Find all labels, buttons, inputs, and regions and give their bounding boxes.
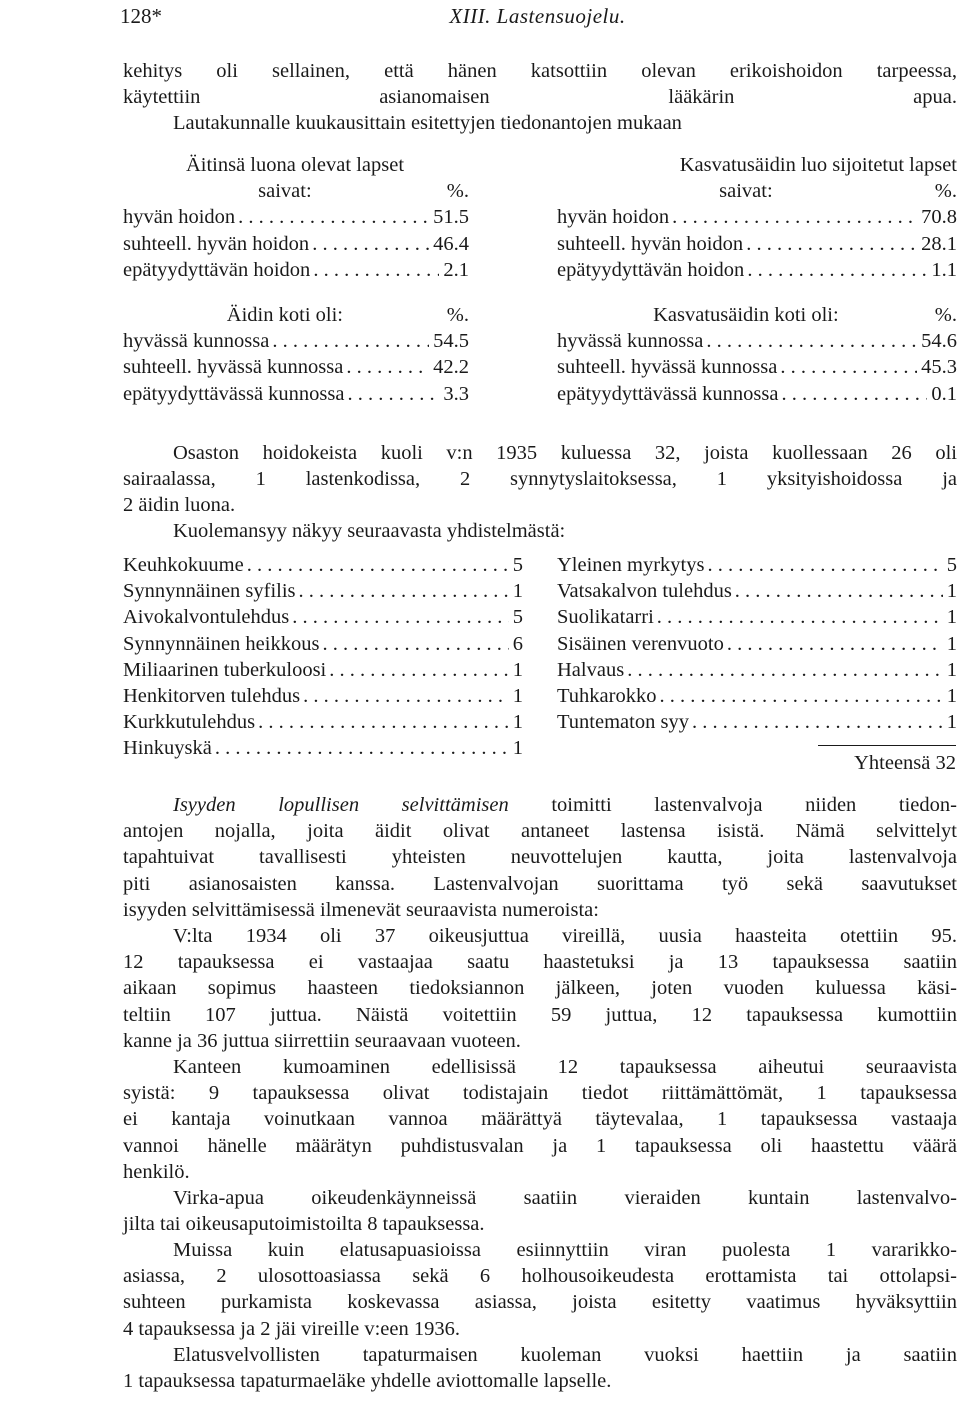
- page-number: 128*: [120, 4, 162, 28]
- mother-block-title: Äitinsä luona olevat lapset: [185, 154, 405, 176]
- table-row: hyvän hoidon . . . 70.8: [557, 204, 957, 230]
- list-item: Yleinen myrkytys . . . 5: [557, 552, 957, 578]
- mother-care-table: [123, 152, 469, 407]
- list-item: Hinkuyskä . . . 1: [123, 735, 523, 761]
- table-row: hyvässä kunnossa . . . 54.6: [557, 328, 957, 354]
- causes-right-list: [557, 552, 957, 735]
- mother-home-unit: %.: [446, 303, 469, 326]
- list-item: Suolikatarri . . . 1: [557, 604, 957, 630]
- list-item: Synnynnäinen syfilis . . . 1: [123, 578, 523, 604]
- list-item: Keuhkokuume . . . 5: [123, 552, 523, 578]
- list-item: Sisäinen verenvuoto . . . 1: [557, 631, 957, 657]
- other-cases-paragraph: Muissa kuin elatusapuasioissa esiinnyttiin viran puolesta 1 vararikko- asiassa, 2 ulosottoasiassa sekä 6 holhousoikeudesta erottamista tai ottolapsi- suhteen purkamista koskevassa asiassa, joista esitetty vaatimus hyväksyttiin 4 tapauksessa ja 2 jäi vireille v:een 1936.: [123, 1239, 957, 1340]
- table-row: epätyydyttävän hoidon . . . 2.1: [123, 257, 469, 283]
- italic-lead: Isyyden lopullisen selvittämisen: [173, 794, 509, 816]
- causes-intro: Kuolemansyy näkyy seuraavasta yhdistelmästä:: [173, 520, 566, 542]
- paternity-paragraph: Isyyden lopullisen selvittämisen toimitti lastenvalvoja niiden tiedon- antojen nojalla, joita äidit olivat antaneet lastensa isistä. Nämä selvittelyt tapahtuivat tavallisesti yhteisten neuvottelujen kautta, joita lastenvalvoja piti asianosaisten kanssa. Lastenvalvojan suorittama työ sekä saavutukset isyyden selvittämisessä ilmenevät seuraavista numeroista:: [123, 794, 957, 921]
- list-item: Synnynnäinen heikkous . . . 6: [123, 631, 523, 657]
- list-item: Vatsakalvon tulehdus . . . 1: [557, 578, 957, 604]
- table-row: hyvän hoidon . . . 51.5: [123, 204, 469, 230]
- foster-block-title: Kasvatusäidin luo sijoitetut lapset: [679, 154, 957, 176]
- foster-block-subtitle: saivat:: [719, 180, 773, 203]
- list-item: Tuhkarokko . . . 1: [557, 683, 957, 709]
- foster-care-table: [557, 152, 957, 407]
- official-aid-paragraph: Virka-apua oikeudenkäynneissä saatiin vieraiden kuntain lastenvalvo- jilta tai oikeusaputoimistoilta 8 tapauksessa.: [123, 1187, 957, 1236]
- table-row: suhteell. hyvän hoidon . . . 28.1: [557, 231, 957, 257]
- causes-left-list: [123, 552, 523, 762]
- lawsuits-paragraph: V:lta 1934 oli 37 oikeusjuttua vireillä, uusia haasteita otettiin 95. 12 tapauksessa ei vastaajaa saatu haastetuksi ja 13 tapauksessa saatiin aikaan sopimus haasteen tiedoksiannon jälkeen, joten vuoden kuluessa käsi- teltiin 107 juttua. Näistä voitettiin 59 juttua, 12 tapauksessa kumottiin kanne ja 36 juttua siirrettiin seuraavaan vuoteen.: [123, 925, 957, 1052]
- foster-home-unit: %.: [934, 303, 957, 326]
- table-row: suhteell. hyvässä kunnossa . . . 42.2: [123, 354, 469, 380]
- table-row: epätyydyttävän hoidon . . . 1.1: [557, 257, 957, 283]
- list-item: Miliaarinen tuberkuloosi . . . 1: [123, 657, 523, 683]
- foster-home-title: Kasvatusäidin koti oli:: [653, 303, 839, 326]
- intro-paragraph: kehitys oli sellainen, että hänen katsottiin olevan erikoishoidon tarpeessa, käytettiin asianomaisen lääkärin apua.: [123, 60, 957, 109]
- running-title: XIII. Lastensuojelu.: [449, 4, 626, 28]
- lead-sentence: Lautakunnalle kuukausittain esitettyjen tiedonantojen mukaan: [173, 112, 682, 134]
- list-item: Halvaus . . . 1: [557, 657, 957, 683]
- list-item: Aivokalvontulehdus . . . 5: [123, 604, 523, 630]
- foster-block-unit: %.: [934, 180, 957, 203]
- list-item: Tuntematon syy . . . 1: [557, 709, 957, 735]
- table-row: hyvässä kunnossa . . . 54.5: [123, 328, 469, 354]
- dismissal-paragraph: Kanteen kumoaminen edellisissä 12 tapauksessa aiheutui seuraavista syistä: 9 tapauksessa olivat todistajain tiedot riittämättömät, 1 tapauksessa ei kantaja voinutkaan vannoa määrättyä täytevalaa, 1 tapauksessa vastaaja vannoi hänelle määrätyn puhdistusvalan ja 1 tapauksessa oli haastettu väärä henkilö.: [123, 1056, 957, 1183]
- mother-block-unit: %.: [446, 180, 469, 203]
- total-line: Yhteensä 32: [818, 745, 956, 775]
- list-item: Kurkkutulehdus . . . 1: [123, 709, 523, 735]
- table-row: suhteell. hyvässä kunnossa . . . 45.3: [557, 354, 957, 380]
- mother-home-title: Äidin koti oli:: [226, 303, 343, 326]
- table-row: suhteell. hyvän hoidon . . . 46.4: [123, 231, 469, 257]
- accident-pension-paragraph: Elatusvelvollisten tapaturmaisen kuoleman vuoksi haettiin ja saatiin 1 tapauksessa tapaturmaeläke yhdelle aviottomalle lapselle.: [123, 1344, 957, 1393]
- deaths-paragraph: Osaston hoidokeista kuoli v:n 1935 kuluessa 32, joista kuollessaan 26 oli sairaalassa, 1 lastenkodissa, 2 synnytyslaitoksessa, 1 yksityishoidossa ja 2 äidin luona.: [123, 442, 957, 517]
- table-row: epätyydyttävässä kunnossa . . . 0.1: [557, 381, 957, 407]
- table-row: epätyydyttävässä kunnossa . . . 3.3: [123, 381, 469, 407]
- mother-block-subtitle: saivat:: [258, 180, 312, 203]
- list-item: Henkitorven tulehdus . . . 1: [123, 683, 523, 709]
- page-header: [120, 4, 955, 30]
